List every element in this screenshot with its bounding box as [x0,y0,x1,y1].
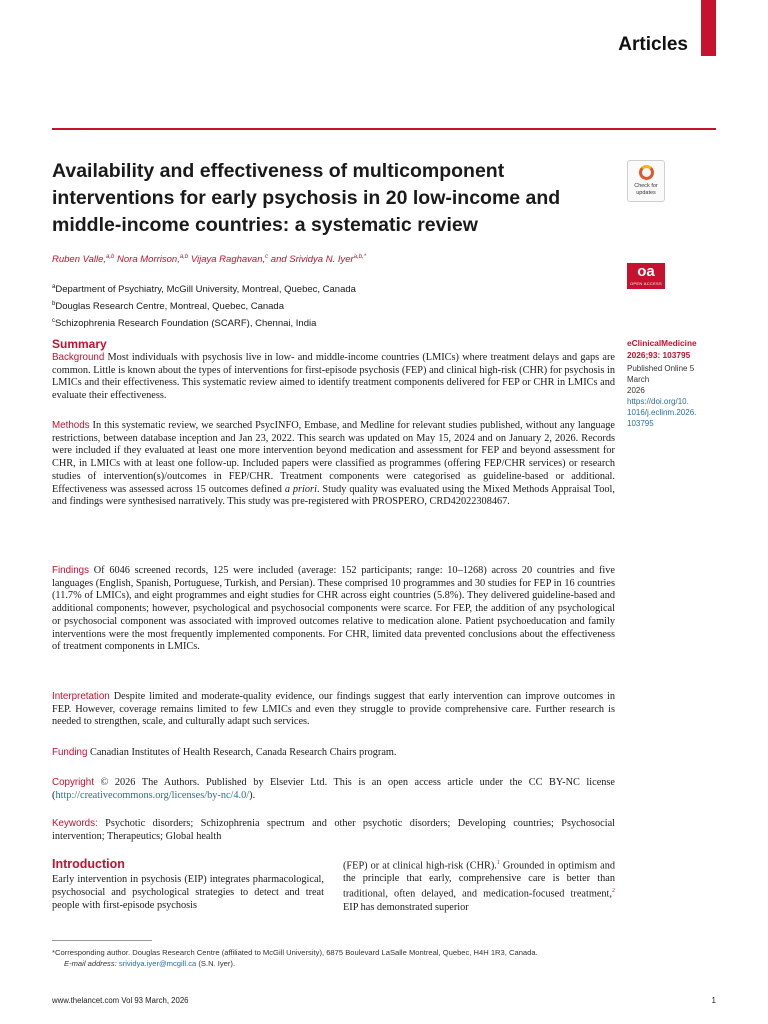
author-name[interactable]: Nora Morrison, [117,254,180,266]
affiliations [52,280,356,331]
introduction-text-left: Early intervention in psychosis (EIP) integrates pharmacological, psychosocial and psychological strategies to detect and treat people with first-episode psychosis [52,874,324,911]
footer-journal-info: www.thelancet.com Vol 93 March, 2026 [52,996,189,1005]
article-info-sidebar [627,338,717,429]
introduction-text-right: (FEP) or at clinical high-risk (CHR).$^1$ Grounded in optimism and the principle that early, comprehensive care is better than traditional, often delayed, and medication-focused treatment,$^2$ EIP has demonstrated superior [343,860,615,913]
affiliation-item: $^c$Schizophrenia Research Foundation (SCARF), Chennai, India [52,318,317,330]
introduction-heading: Introduction [52,857,125,871]
author-name[interactable]: Vijaya Raghavan, [190,254,266,266]
affiliation-item: $^b$Douglas Research Centre, Montreal, Quebec, Canada [52,301,284,313]
doi-link[interactable]: https://doi.org/10. 1016/j.eclinm.2026. 103795 [627,397,697,428]
abstract-funding: Funding Canadian Institutes of Health Research, Canada Research Chairs program. [52,747,397,758]
author-name[interactable]: Ruben Valle, [52,254,107,266]
header-red-bar [701,0,716,56]
header-rule [52,128,716,130]
abstract-label: Copyright [52,777,94,788]
open-access-badge [627,263,665,289]
email-link[interactable]: srividya.iyer@mcgill.ca [118,959,197,968]
author-affil-sup: a,b [106,254,115,260]
keywords: Keywords: Psychotic disorders; Schizophrenia spectrum and other psychotic disorders; Developing countries; Psychosocial intervention; Therapeutics; Global health [52,818,615,842]
author-affil-sup: a,b [179,254,189,260]
check-for-updates-badge[interactable] [627,160,665,202]
crossmark-icon [639,165,654,180]
journal-citation: eClinicalMedicine 2026;93: 103795 [627,338,697,360]
abstract-background: Background Most individuals with psychosis live in low- and middle-income countries (LMICs) where treatment delays and gaps are common. Little is known about the types of interventions for first-episode psychosis (FEP) and clinical high-risk (CHR) for psychosis in LMICs and their effectiveness. This systematic review aimed to identify treatment components delivered for FEP or CHR in LMICs and evaluate their effectiveness. [52,352,615,402]
abstract-methods: Methods In this systematic review, we searched PsycINFO, Embase, and Medline for relevant studies published, without any language restrictions, between database inception and Jan 23, 2022. This search was updated on May 15, 2024 and on January 2, 2026. Records were included if they evaluated at least one more intervention beyond medication and assessment for FEP and beyond assessment for CHR, in LMICs with at least one follow-up. Included papers were classified as programmes (offering FEP/CHR services) or research studies of intervention(s)/outcomes in FEP/CHR. Treatment components were categorised as guideline-based or additional. Effectiveness was assessed across 15 outcomes defined a priori. Study quality was evaluated using the Mixed Methods Appraisal Tool, and findings were synthesised narratively. This study was pre-registered with PROSPERO, CRD42022308467. [52,420,615,508]
author-affil-sup: c [265,254,269,260]
affiliation-item: $^a$Department of Psychiatry, McGill University, Montreal, Quebec, Canada [52,284,356,296]
corresponding-author-footnote: *Corresponding author. Douglas Research Centre (affiliated to McGill University), 6875 Boulevard LaSalle Montreal, Quebec, H4H 1R3, Canada. E-mail address: srividya.iyer@mcgill.ca (S.N. Iyer). [52,948,538,968]
abstract-label: Interpretation [52,691,110,702]
abstract-label: Background [52,352,105,363]
publication-date: Published Online 5 March 2026 [627,364,695,395]
author-list [52,254,366,265]
footnote-rule [52,940,152,941]
license-link[interactable]: http://creativecommons.org/licenses/by-nc/4.0/ [55,789,250,801]
article-title: Availability and effectiveness of multicomponent interventions for early psychosis in 20 low-income and middle-income countries: a systematic review [52,160,561,236]
abstract-findings: Findings Of 6046 screened records, 125 were included (average: 152 participants; range: 10–1268) across 20 countries and five languages (English, Spanish, Portuguese, Turkish, and Persian). These comprised 10 programmes and 30 studies for FEP in 16 countries (11.7% of LMICs), and eight programmes and eight studies for CHR across eight countries (5.8%). They delivered guideline-based and additional components; however, psychological and psychosocial components were scarce. For FEP, the addition of any psychological or psychosocial component was associated with improved outcomes relative to medication alone. Patient psychoeducation and family interventions were the most frequently implemented components. For CHR, limited data prevented conclusions about the effectiveness of treatment components in LMICs. [52,565,615,653]
reference-sup[interactable]: 1 [496,860,500,866]
page-number: 1 [711,996,716,1005]
check-for-updates-text: Check for updates [634,183,658,196]
open-access-label: OPEN ACCESS [630,281,662,286]
keywords-label: Keywords: [52,818,98,829]
section-label: Articles [618,34,688,55]
abstract-copyright: Copyright © 2026 The Authors. Published by Elsevier Ltd. This is an open access article under the CC BY-NC license (http://creativecommons.org/licenses/by-nc/4.0/). [52,777,615,801]
abstract-label: Findings [52,565,90,576]
abstract-interpretation: Interpretation Despite limited and moderate-quality evidence, our findings suggest that early intervention can improve outcomes in FEP. However, coverage remains limited to few LMICs and even they struggle to provide comprehensive care. Further research is needed to strengthen, scale, and culturally adapt such services. [52,691,616,728]
abstract-label: Funding [52,747,88,758]
reference-sup[interactable]: 2 [612,888,615,895]
abstract-label: Methods [52,420,90,431]
author-affil-sup: a,b,* [353,254,367,260]
summary-heading: Summary [52,337,107,351]
author-name[interactable]: and Srividya N. Iyer [270,254,354,266]
open-access-logo: oa [637,263,655,280]
